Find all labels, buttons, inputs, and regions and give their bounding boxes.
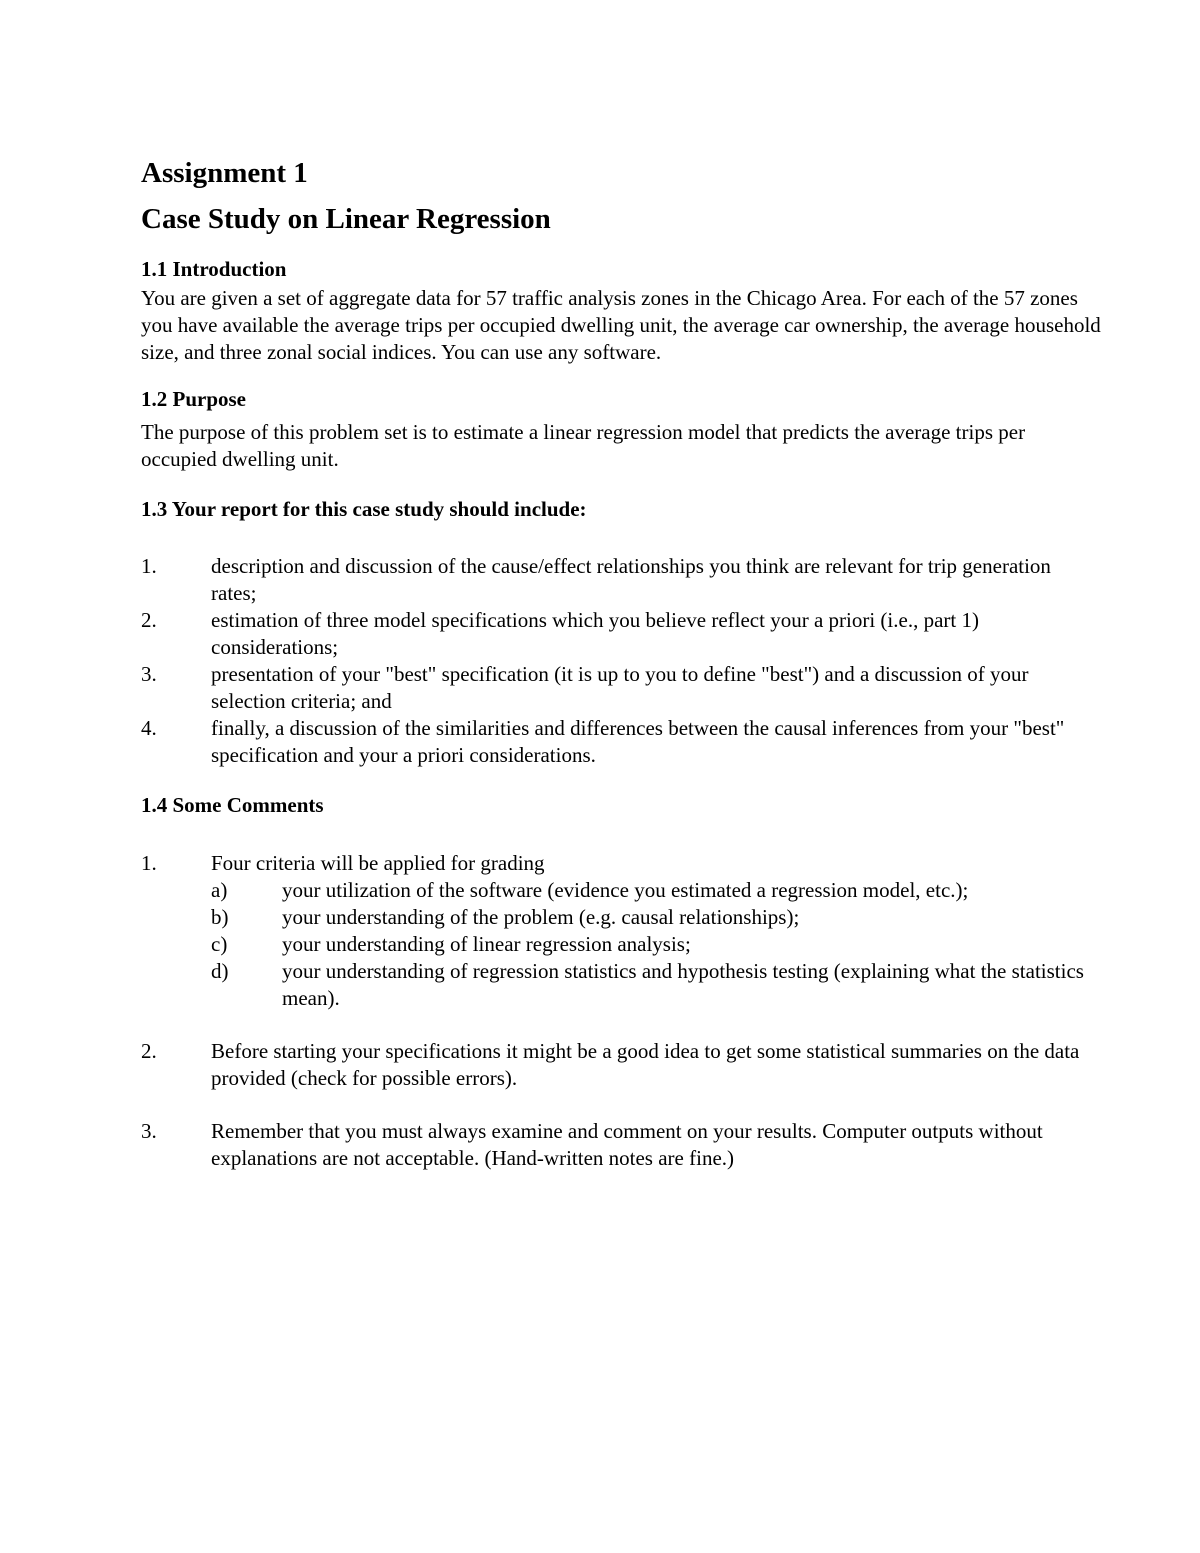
comments-list (141, 850, 1101, 1172)
criteria-letter: c) (211, 932, 228, 956)
list-number: 1. (141, 851, 157, 875)
criteria-text: your utilization of the software (evidence you estimated a regression model, etc.); (282, 878, 969, 902)
list-number: 3. (141, 662, 157, 686)
criteria-letter: b) (211, 905, 229, 929)
list-item-text: Before starting your specifications it might be a good idea to get some statistical summaries on the data provided (check for possible errors). (211, 1039, 1080, 1090)
criteria-item (211, 904, 1101, 931)
list-number: 1. (141, 554, 157, 578)
report-list-item (141, 607, 1101, 661)
document-title: Assignment 1 (141, 157, 308, 189)
criteria-text: your understanding of regression statistics and hypothesis testing (explaining what the statistics mean). (282, 959, 1084, 1010)
introduction-heading: 1.1 Introduction (141, 257, 287, 281)
introduction-text: You are given a set of aggregate data for 57 traffic analysis zones in the Chicago Area. For each of the 57 zones you have available the average trips per occupied dwelling unit, the average car ownership, the average household size, and three zonal social indices. You can use any software. (141, 286, 1101, 364)
comments-list-item (141, 1118, 1101, 1172)
report-list-item (141, 661, 1101, 715)
list-item-text: presentation of your "best" specification (it is up to you to define "best") and a discussion of your selection criteria; and (211, 662, 1029, 713)
report-heading: 1.3 Your report for this case study should include: (141, 497, 587, 521)
criteria-item (211, 931, 1101, 958)
criteria-item (211, 958, 1101, 1012)
purpose-text: The purpose of this problem set is to estimate a linear regression model that predicts the average trips per occupied dwelling unit. (141, 420, 1026, 471)
list-item-text: Four criteria will be applied for grading (211, 851, 545, 875)
report-list-item (141, 715, 1101, 769)
list-item-text: estimation of three model specifications which you believe reflect your a priori (i.e., part 1) considerations; (211, 608, 979, 659)
comments-list-item (141, 850, 1101, 1012)
comments-list-item (141, 1038, 1101, 1092)
document-page (141, 150, 1101, 1172)
criteria-text: your understanding of the problem (e.g. causal relationships); (282, 905, 800, 929)
criteria-item (211, 877, 1101, 904)
list-item-text: description and discussion of the cause/effect relationships you think are relevant for trip generation rates; (211, 554, 1051, 605)
list-number: 2. (141, 608, 157, 632)
report-list-item (141, 553, 1101, 607)
report-list (141, 553, 1101, 769)
criteria-letter: d) (211, 959, 229, 983)
comments-heading: 1.4 Some Comments (141, 793, 324, 817)
purpose-heading: 1.2 Purpose (141, 387, 246, 411)
document-subtitle: Case Study on Linear Regression (141, 203, 551, 235)
list-number: 2. (141, 1039, 157, 1063)
criteria-letter: a) (211, 878, 228, 902)
list-item-text: finally, a discussion of the similarities and differences between the causal inferences from your "best" specification and your a priori considerations. (211, 716, 1065, 767)
list-number: 4. (141, 716, 157, 740)
criteria-text: your understanding of linear regression analysis; (282, 932, 691, 956)
grading-criteria-list (211, 877, 1101, 1012)
list-item-text: Remember that you must always examine and comment on your results. Computer outputs without explanations are not acceptable. (Hand-written notes are fine.) (211, 1119, 1043, 1170)
list-number: 3. (141, 1119, 157, 1143)
